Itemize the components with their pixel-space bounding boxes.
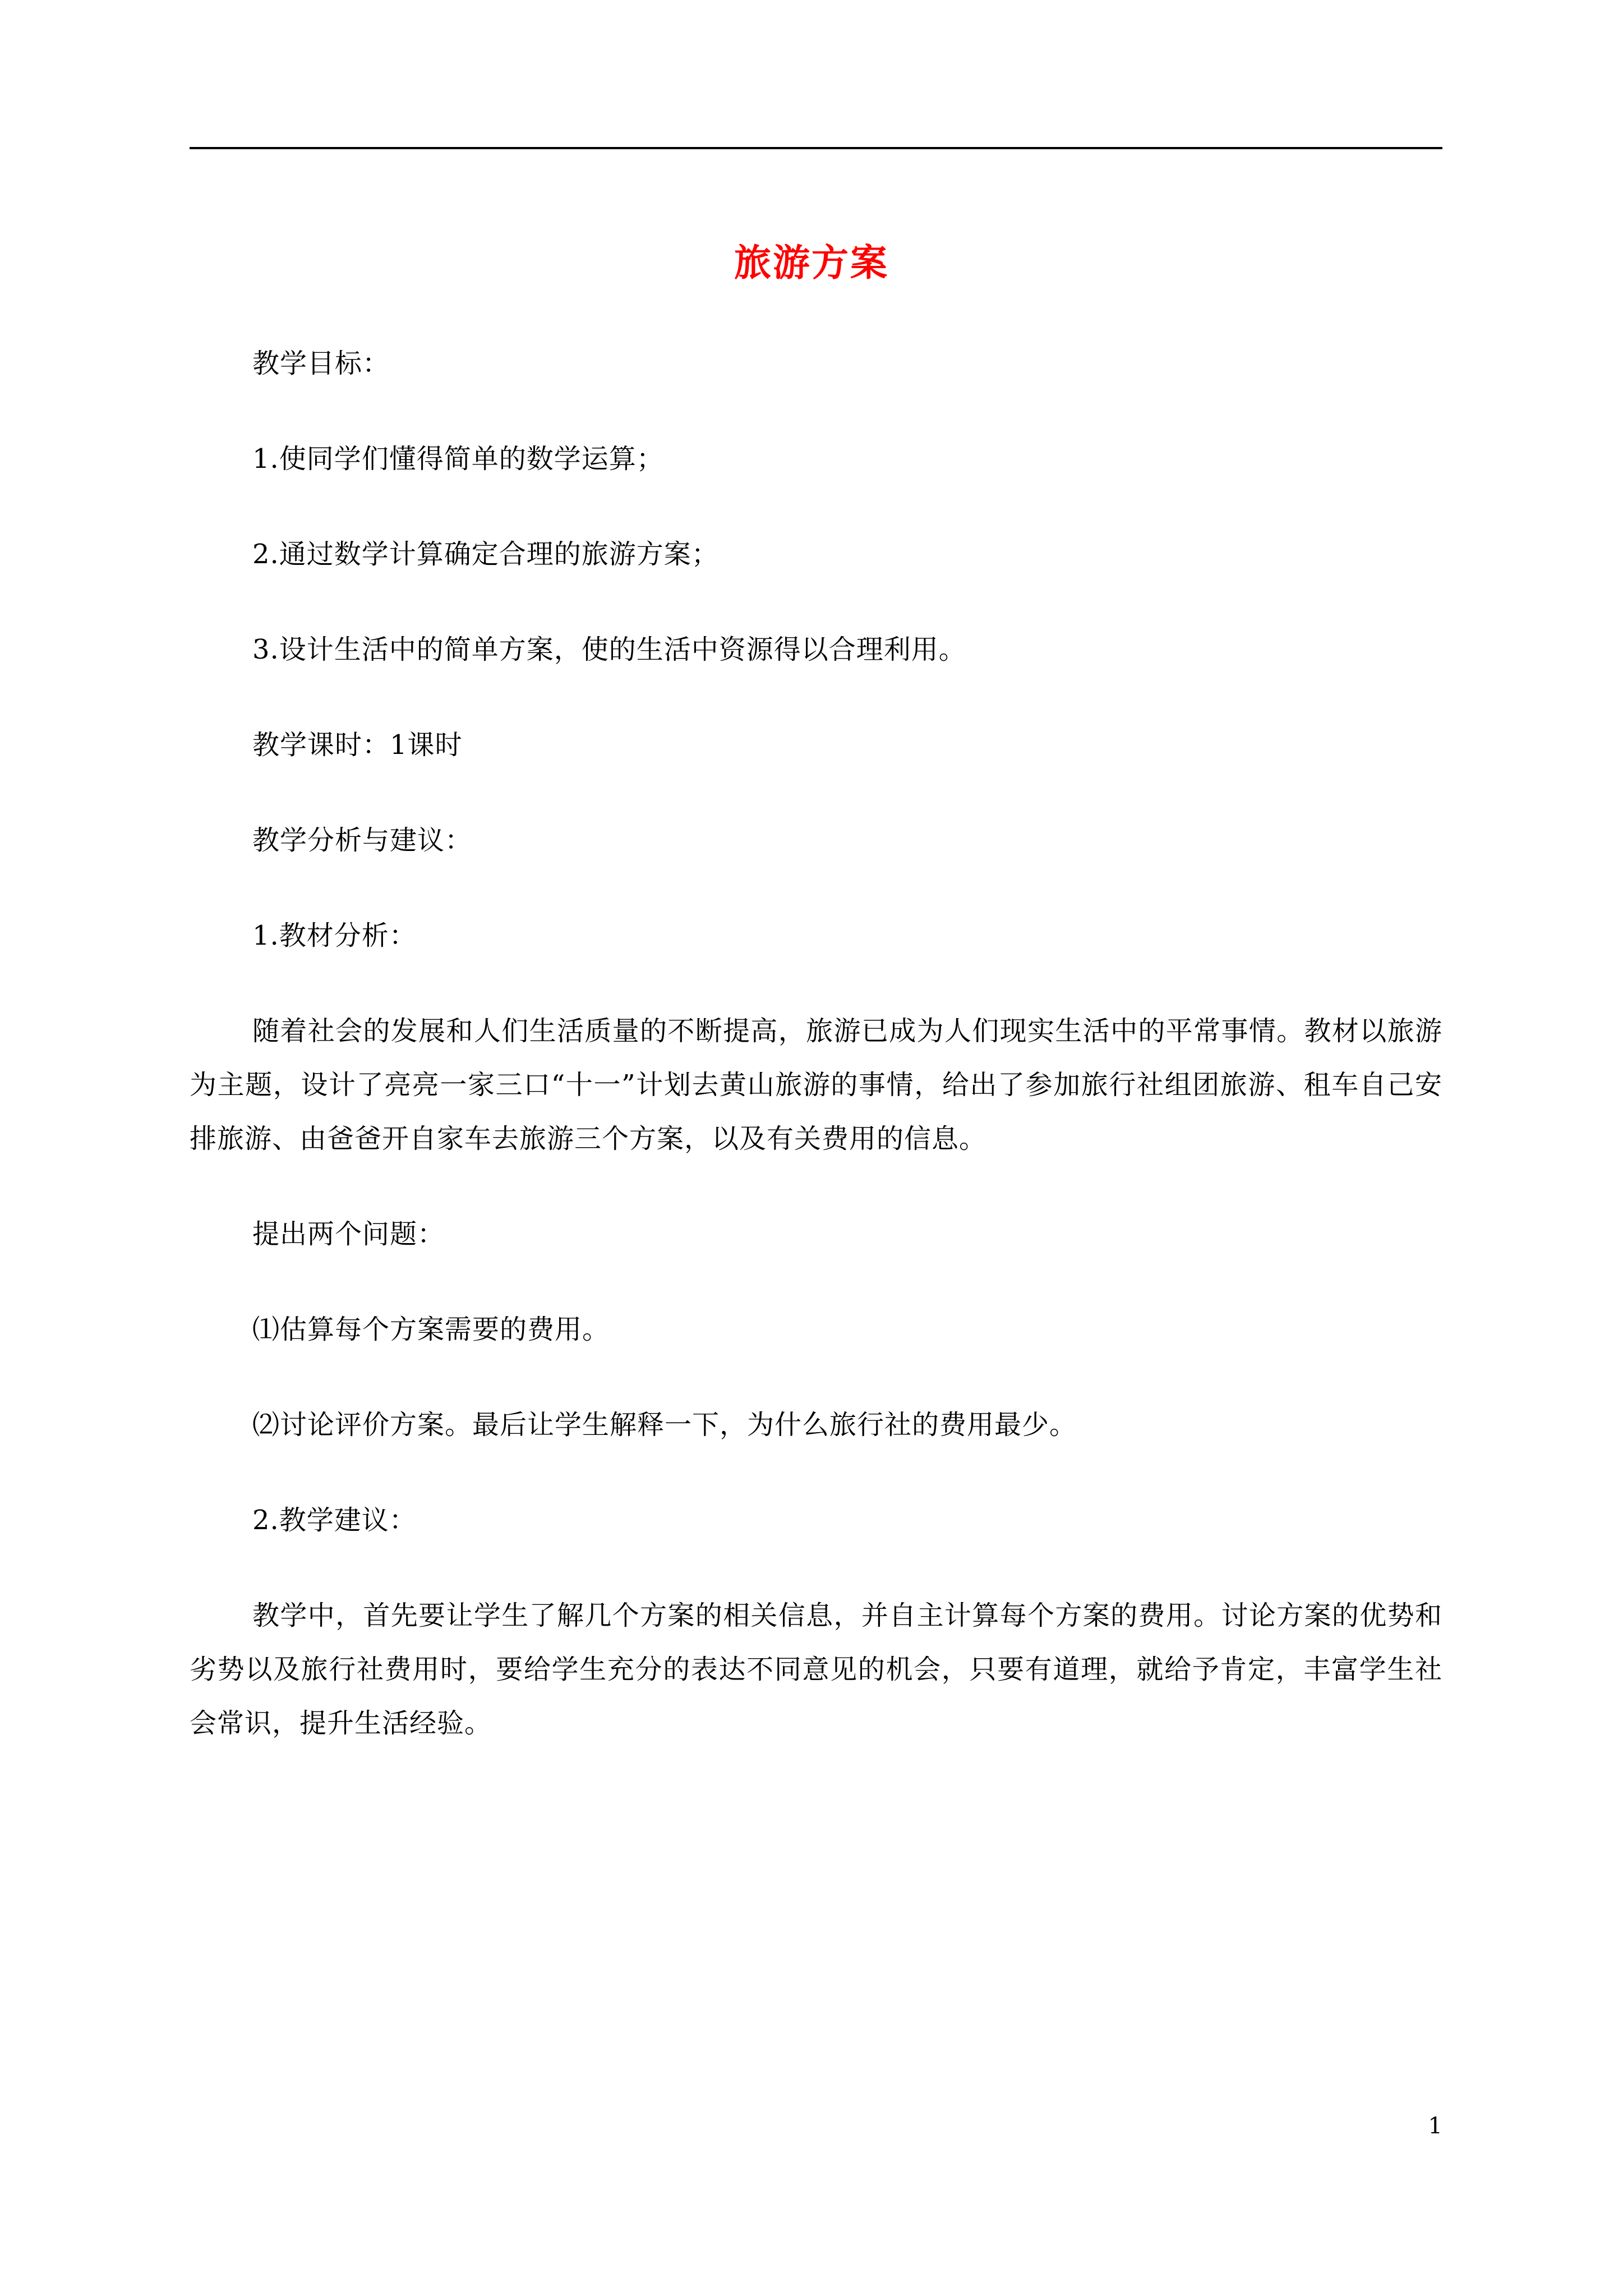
- paragraph-question-2: ⑵讨论评价方案。最后让学生解释一下，为什么旅行社的费用最少。: [252, 1409, 1077, 1441]
- paragraph-textbook-analysis: 随着社会的发展和人们生活质量的不断提高，旅游已成为人们现实生活中的平常事情。教材以旅游为主题，设计了亮亮一家三口“十一”计划去黄山旅游的事情，给出了参加旅行社组团旅游、租车自己安排旅游、由爸爸开自家车去旅游三个方案，以及有关费用的信息。: [190, 1015, 1442, 1154]
- paragraph-questions-heading: 提出两个问题：: [252, 1218, 445, 1250]
- paragraph-textbook-analysis-heading: 1.教材分析：: [252, 920, 417, 951]
- paragraph-goal-1: 1.使同学们懂得简单的数学运算；: [252, 443, 664, 475]
- paragraph-class-hours: 教学课时：1课时: [252, 729, 463, 761]
- document-title: 旅游方案: [734, 241, 889, 284]
- page-number: 1: [1428, 2113, 1442, 2139]
- paragraph-goal-3: 3.设计生活中的简单方案，使的生活中资源得以合理利用。: [252, 634, 966, 665]
- paragraph-analysis-heading: 教学分析与建议：: [252, 825, 473, 856]
- paragraph-suggestions: 教学中，首先要让学生了解几个方案的相关信息，并自主计算每个方案的费用。讨论方案的优势和劣势以及旅行社费用时，要给学生充分的表达不同意见的机会，只要有道理，就给予肯定，丰富学生社会常识，提升生活经验。: [190, 1600, 1442, 1739]
- paragraph-question-1: ⑴估算每个方案需要的费用。: [252, 1314, 610, 1345]
- paragraph-suggestions-heading: 2.教学建议：: [252, 1504, 417, 1536]
- header-rule: [190, 147, 1442, 149]
- paragraph-goal-2: 2.通过数学计算确定合理的旅游方案；: [252, 539, 719, 570]
- paragraph-teaching-goals-heading: 教学目标：: [252, 348, 390, 379]
- document-body: [190, 337, 1442, 1792]
